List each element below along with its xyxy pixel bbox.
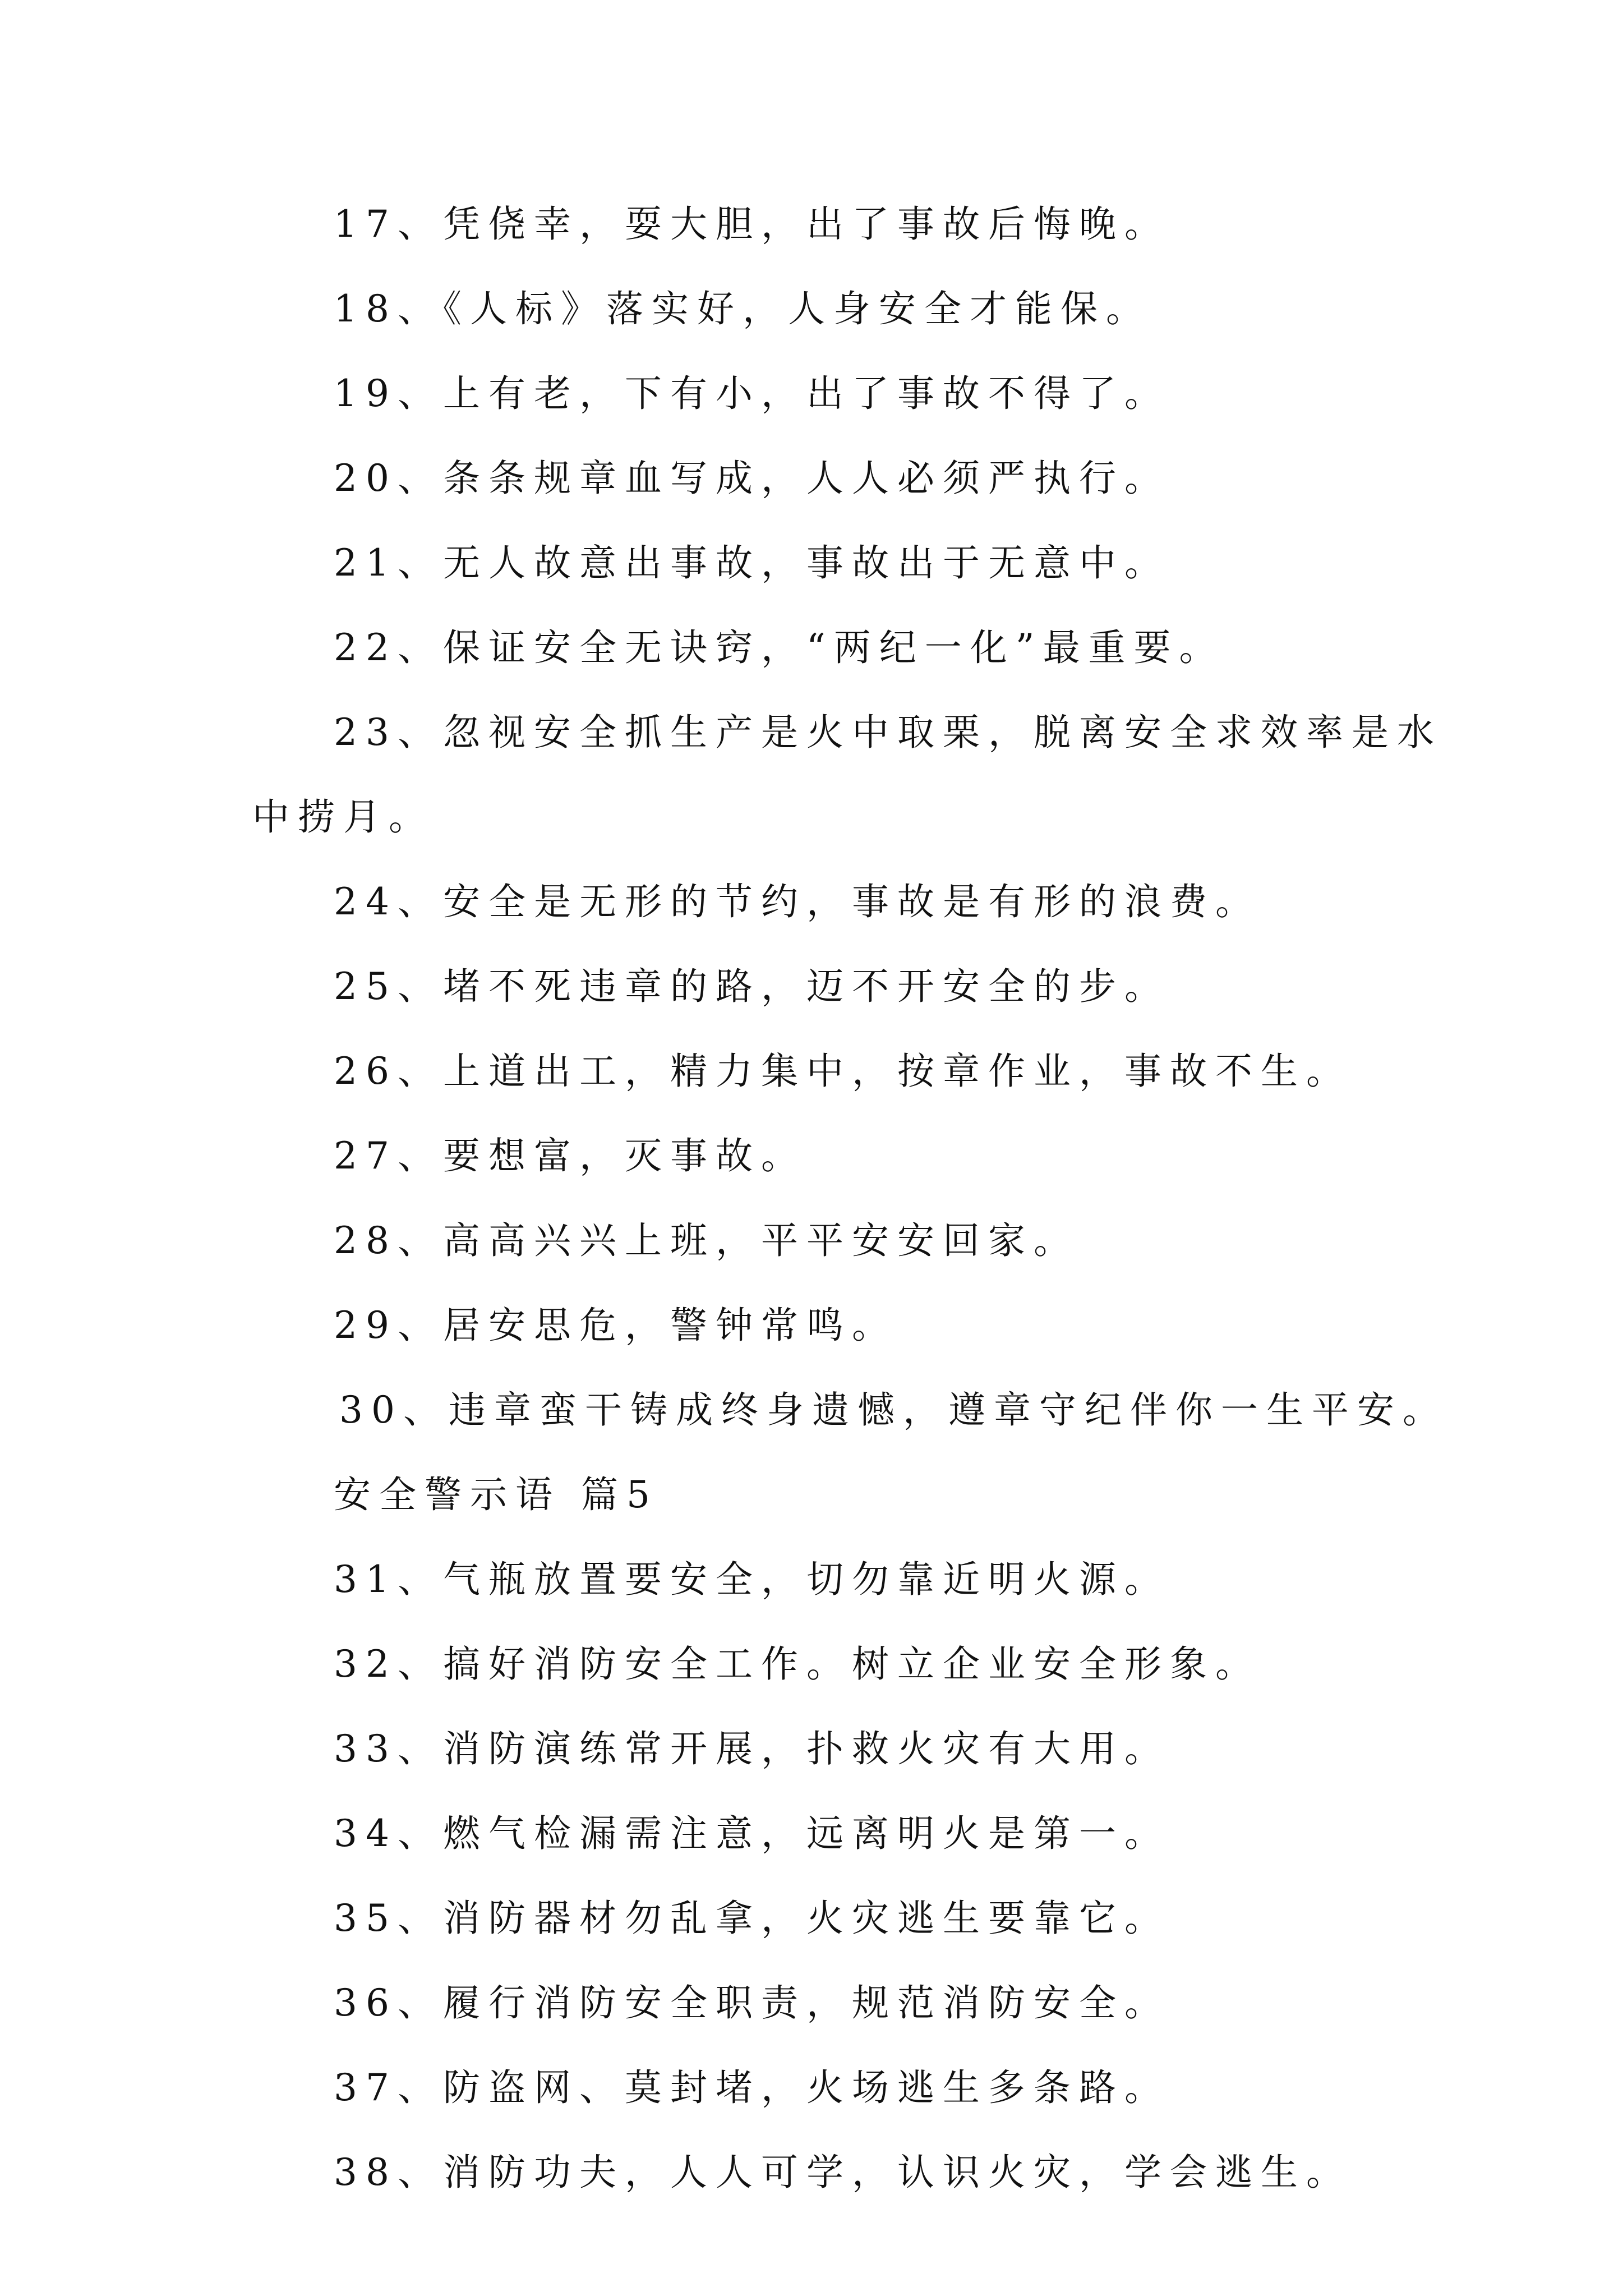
section-heading: 安全警示语 篇5: [334, 1473, 658, 1516]
paragraph-line: 24、安全是无形的节约，事故是有形的浪费。: [334, 880, 1261, 923]
paragraph-line: 33、消防演练常开展，扑救火灾有大用。: [334, 1727, 1170, 1770]
paragraph-line: 37、防盗网、莫封堵，火场逃生多条路。: [334, 2066, 1170, 2109]
paragraph-line: 17、凭侥幸，耍大胆，出了事故后悔晚。: [334, 203, 1170, 246]
paragraph-line: 19、上有老，下有小，出了事故不得了。: [334, 372, 1170, 415]
paragraph-line: 22、保证安全无诀窍，“两纪一化”最重要。: [334, 626, 1225, 669]
document-body: [252, 202, 1448, 2235]
paragraph-line: 29、居安思危，警钟常鸣。: [334, 1304, 897, 1347]
paragraph-line: 25、堵不死违章的路，迈不开安全的步。: [334, 965, 1170, 1008]
paragraph-line: 34、燃气检漏需注意，远离明火是第一。: [334, 1812, 1170, 1855]
paragraph-line: 28、高高兴兴上班，平平安安回家。: [334, 1219, 1079, 1262]
paragraph-line: 21、无人故意出事故，事故出于无意中。: [334, 541, 1170, 585]
paragraph-line: 36、履行消防安全职责，规范消防安全。: [334, 1981, 1170, 2024]
paragraph-line: 31、气瓶放置要安全，切勿靠近明火源。: [334, 1558, 1170, 1601]
paragraph-line: 18、《人标》落实好，人身安全才能保。: [334, 287, 1151, 330]
paragraph-line: 26、上道出工，精力集中，按章作业，事故不生。: [334, 1050, 1352, 1093]
paragraph-continuation-line: 中捞月。: [252, 795, 434, 839]
paragraph-line: 32、搞好消防安全工作。树立企业安全形象。: [334, 1642, 1261, 1686]
paragraph-line: 35、消防器材勿乱拿，火灾逃生要靠它。: [334, 1897, 1170, 1940]
paragraph-line: 38、消防功夫，人人可学，认识火灾，学会逃生。: [334, 2151, 1352, 2194]
paragraph-line: 30、违章蛮干铸成终身遗憾，遵章守纪伴你一生平安。: [339, 1388, 1448, 1432]
paragraph-line: 23、忽视安全抓生产是火中取栗，脱离安全求效率是水: [334, 711, 1442, 754]
paragraph-line: 27、要想富，灭事故。: [334, 1134, 806, 1177]
paragraph-line: 20、条条规章血写成，人人必须严执行。: [334, 457, 1170, 500]
